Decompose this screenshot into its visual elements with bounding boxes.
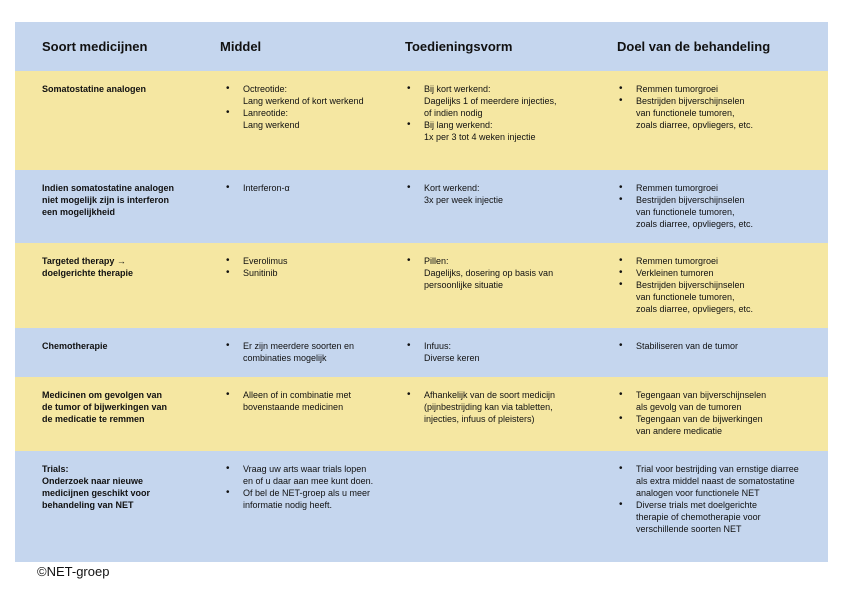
doel-item bbox=[619, 194, 828, 230]
middel-item-line: en of u daar aan mee kunt doen. bbox=[243, 476, 374, 486]
toediening-item bbox=[407, 83, 615, 119]
toediening-item-line: (pijnbestrijding kan via tabletten, bbox=[424, 402, 553, 412]
category-line: Indien somatostatine analogen bbox=[42, 183, 175, 193]
category-line: Onderzoek naar nieuwe bbox=[42, 476, 144, 486]
toediening-item bbox=[407, 182, 615, 206]
toediening-item-line: • Infuus: bbox=[424, 341, 452, 351]
middel-item-line: informatie nodig heeft. bbox=[243, 500, 333, 510]
middel-cell bbox=[220, 451, 403, 562]
middel-item-list bbox=[226, 182, 403, 194]
doel-item bbox=[619, 255, 828, 267]
doel-item-line: van functionele tumoren, bbox=[636, 108, 735, 118]
doel-item-list bbox=[619, 182, 828, 194]
toediening-item-list bbox=[407, 119, 615, 143]
category-cell bbox=[15, 328, 220, 377]
doel-item-line: • Verkleinen tumoren bbox=[636, 268, 714, 278]
middel-item bbox=[226, 255, 403, 267]
doel-cell bbox=[615, 328, 828, 377]
middel-item bbox=[226, 267, 403, 279]
doel-item bbox=[619, 95, 828, 131]
doel-item-line: zoals diarree, opvliegers, etc. bbox=[636, 120, 754, 130]
table-row bbox=[15, 170, 828, 243]
middel-item-list bbox=[226, 255, 403, 267]
category-line: niet mogelijk zijn is interferon bbox=[42, 195, 170, 205]
toediening-item-list bbox=[407, 389, 615, 425]
doel-item bbox=[619, 463, 828, 499]
doel-item bbox=[619, 83, 828, 95]
middel-item-line: • Of bel de NET-groep als u meer bbox=[243, 488, 371, 498]
doel-item-line: als extra middel naast de somatostatine bbox=[636, 476, 795, 486]
doel-item bbox=[619, 413, 828, 437]
header-middel: Middel bbox=[220, 39, 262, 54]
toedieningsvorm-cell bbox=[403, 377, 615, 451]
category-line: Targeted therapy → bbox=[42, 256, 126, 266]
category-cell bbox=[15, 71, 220, 170]
category-cell bbox=[15, 377, 220, 451]
doel-item-line: • Bestrijden bijverschijnselen bbox=[636, 96, 745, 106]
table-header-row bbox=[15, 22, 828, 71]
category-line: Trials: bbox=[42, 464, 69, 474]
middel-item-list bbox=[226, 389, 403, 413]
doel-cell bbox=[615, 377, 828, 451]
middel-cell bbox=[220, 328, 403, 377]
doel-item-line: zoals diarree, opvliegers, etc. bbox=[636, 219, 754, 229]
toedieningsvorm-cell bbox=[403, 328, 615, 377]
table-body bbox=[15, 71, 828, 562]
doel-item-list bbox=[619, 413, 828, 437]
middel-item bbox=[226, 487, 403, 511]
middel-item bbox=[226, 107, 403, 131]
middel-cell bbox=[220, 377, 403, 451]
table-row bbox=[15, 451, 828, 562]
toedieningsvorm-cell bbox=[403, 170, 615, 243]
middel-item-list bbox=[226, 83, 403, 107]
toediening-item-line: • Kort werkend: bbox=[424, 183, 480, 193]
doel-item bbox=[619, 499, 828, 535]
doel-item-line: • Trial voor bestrijding van ernstige diarree bbox=[636, 464, 799, 474]
doel-item-list bbox=[619, 255, 828, 267]
table-row bbox=[15, 71, 828, 170]
toediening-item bbox=[407, 340, 615, 364]
doel-item bbox=[619, 279, 828, 315]
middel-item-list bbox=[226, 340, 403, 364]
middel-item-line: combinaties mogelijk bbox=[243, 353, 327, 363]
doel-item-list bbox=[619, 340, 828, 352]
doel-item-list bbox=[619, 463, 828, 499]
toediening-item-list bbox=[407, 83, 615, 119]
middel-item-line: • Lanreotide: bbox=[243, 108, 289, 118]
middel-item-line: • Alleen of in combinatie met bbox=[243, 390, 352, 400]
toediening-item-line: • Bij kort werkend: bbox=[424, 84, 491, 94]
doel-item-line: • Remmen tumorgroei bbox=[636, 183, 719, 193]
copyright-notice: ©NET-groep bbox=[37, 564, 110, 579]
toediening-item-line: • Afhankelijk van de soort medicijn bbox=[424, 390, 556, 400]
doel-item-list bbox=[619, 389, 828, 413]
middel-item-line: • Er zijn meerdere soorten en bbox=[243, 341, 355, 351]
toediening-item-line: • Bij lang werkend: bbox=[424, 120, 493, 130]
middel-item-line: • Sunitinib bbox=[243, 268, 278, 278]
toediening-item-line: persoonlijke situatie bbox=[424, 280, 504, 290]
toediening-item-line: Diverse keren bbox=[424, 353, 480, 363]
category-line: behandeling van NET bbox=[42, 500, 134, 510]
middel-item bbox=[226, 389, 403, 413]
table-row bbox=[15, 377, 828, 451]
category-cell bbox=[15, 170, 220, 243]
category-line: de tumor of bijwerkingen van bbox=[42, 402, 168, 412]
toediening-item-line: Dagelijks 1 of meerdere injecties, bbox=[424, 96, 557, 106]
toediening-item-line: • Pillen: bbox=[424, 256, 449, 266]
toedieningsvorm-cell bbox=[403, 451, 615, 562]
middel-item bbox=[226, 83, 403, 107]
doel-item-line: therapie of chemotherapie voor bbox=[636, 512, 761, 522]
toediening-item-line: injecties, infuus of pleisters) bbox=[424, 414, 535, 424]
category-line: Medicinen om gevolgen van bbox=[42, 390, 163, 400]
doel-cell bbox=[615, 243, 828, 328]
middel-item-line: • Vraag uw arts waar trials lopen bbox=[243, 464, 367, 474]
middel-item-line: Lang werkend of kort werkend bbox=[243, 96, 364, 106]
doel-item-list bbox=[619, 279, 828, 315]
doel-cell bbox=[615, 71, 828, 170]
middel-item-list bbox=[226, 267, 403, 279]
middel-item-list bbox=[226, 107, 403, 131]
doel-item-list bbox=[619, 499, 828, 535]
middel-cell bbox=[220, 243, 403, 328]
doel-item bbox=[619, 389, 828, 413]
toediening-item bbox=[407, 119, 615, 143]
middel-item-line: bovenstaande medicinen bbox=[243, 402, 344, 412]
middel-item bbox=[226, 463, 403, 487]
middel-item-line: • Interferon-α bbox=[243, 183, 290, 193]
middel-item-list bbox=[226, 463, 403, 487]
doel-item-line: • Bestrijden bijverschijnselen bbox=[636, 195, 745, 205]
doel-item bbox=[619, 182, 828, 194]
toediening-item-list bbox=[407, 255, 615, 291]
doel-item-list bbox=[619, 95, 828, 131]
doel-item-list bbox=[619, 83, 828, 95]
category-line: medicijnen geschikt voor bbox=[42, 488, 151, 498]
header-toedieningsvorm: Toedieningsvorm bbox=[405, 39, 513, 54]
doel-item-line: verschillende soorten NET bbox=[636, 524, 742, 534]
doel-item-line: van andere medicatie bbox=[636, 426, 723, 436]
category-line: Somatostatine analogen bbox=[42, 84, 147, 94]
header-doel: Doel van de behandeling bbox=[617, 39, 771, 54]
category-cell bbox=[15, 451, 220, 562]
middel-cell bbox=[220, 71, 403, 170]
doel-item-line: • Tegengaan van bijverschijnselen bbox=[636, 390, 767, 400]
toediening-item-line: 3x per week injectie bbox=[424, 195, 504, 205]
doel-item-line: • Remmen tumorgroei bbox=[636, 256, 719, 266]
toediening-item-line: 1x per 3 tot 4 weken injectie bbox=[424, 132, 536, 142]
doel-item bbox=[619, 340, 828, 352]
header-soort-medicijnen: Soort medicijnen bbox=[42, 39, 148, 54]
middel-cell bbox=[220, 170, 403, 243]
doel-cell bbox=[615, 170, 828, 243]
toediening-item-line: Dagelijks, dosering op basis van bbox=[424, 268, 554, 278]
medication-table bbox=[15, 22, 828, 562]
category-line: Chemotherapie bbox=[42, 341, 108, 351]
doel-item-line: van functionele tumoren, bbox=[636, 207, 735, 217]
category-cell bbox=[15, 243, 220, 328]
table-row bbox=[15, 328, 828, 377]
table-row bbox=[15, 243, 828, 328]
middel-item-line: • Octreotide: bbox=[243, 84, 288, 94]
middel-item-list bbox=[226, 487, 403, 511]
middel-item-line: • Everolimus bbox=[243, 256, 288, 266]
middel-item-line: Lang werkend bbox=[243, 120, 300, 130]
category-line: de medicatie te remmen bbox=[42, 414, 145, 424]
doel-item-list bbox=[619, 267, 828, 279]
doel-item-line: van functionele tumoren, bbox=[636, 292, 735, 302]
doel-item-line: • Diverse trials met doelgerichte bbox=[636, 500, 758, 510]
doel-cell bbox=[615, 451, 828, 562]
toedieningsvorm-cell bbox=[403, 243, 615, 328]
doel-item-line: • Tegengaan van de bijwerkingen bbox=[636, 414, 763, 424]
toediening-item-list bbox=[407, 182, 615, 206]
toedieningsvorm-cell bbox=[403, 71, 615, 170]
doel-item-line: • Remmen tumorgroei bbox=[636, 84, 719, 94]
doel-item-line: • Bestrijden bijverschijnselen bbox=[636, 280, 745, 290]
doel-item-line: als gevolg van de tumoren bbox=[636, 402, 742, 412]
toediening-item-list bbox=[407, 340, 615, 364]
doel-item-line: zoals diarree, opvliegers, etc. bbox=[636, 304, 754, 314]
doel-item-list bbox=[619, 194, 828, 230]
category-line: doelgerichte therapie bbox=[42, 268, 134, 278]
toediening-item bbox=[407, 255, 615, 291]
doel-item bbox=[619, 267, 828, 279]
category-line: een mogelijkheid bbox=[42, 207, 116, 217]
toediening-item bbox=[407, 389, 615, 425]
doel-item-line: • Stabiliseren van de tumor bbox=[636, 341, 739, 351]
middel-item bbox=[226, 182, 403, 194]
toediening-item-line: of indien nodig bbox=[424, 108, 483, 118]
doel-item-line: analogen voor functionele NET bbox=[636, 488, 760, 498]
middel-item bbox=[226, 340, 403, 364]
